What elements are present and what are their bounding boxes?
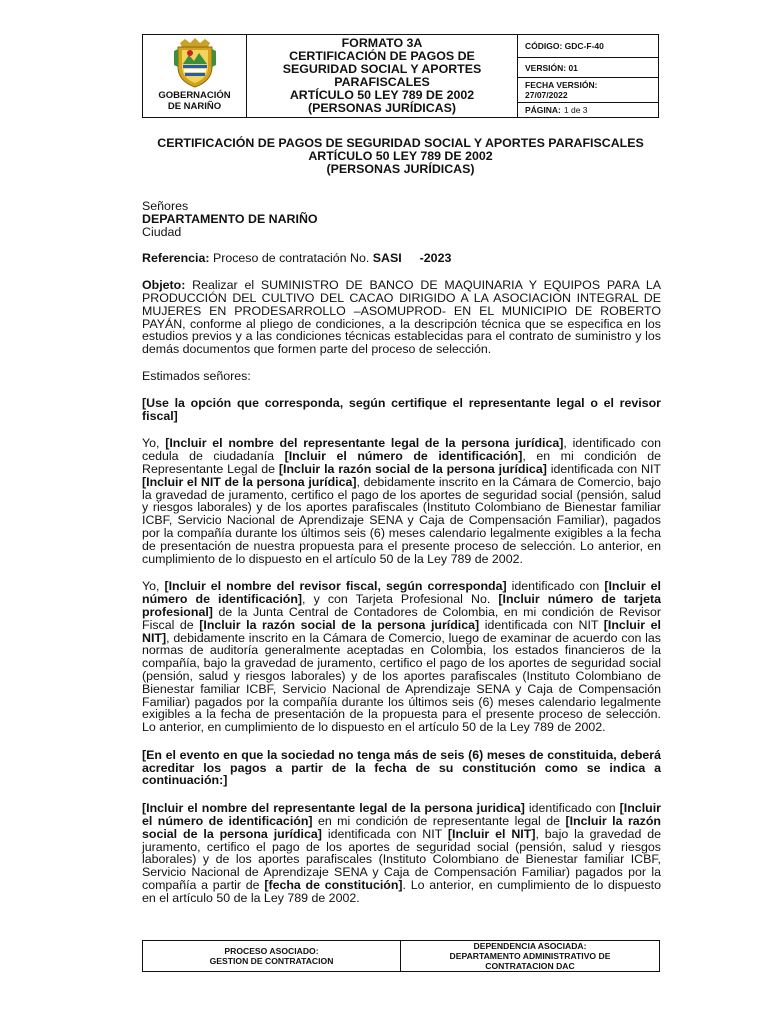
footer-label: PROCESO ASOCIADO: <box>224 946 319 956</box>
greeting: Estimados señores: <box>142 368 251 383</box>
footer-value: DEPARTAMENTO ADMINISTRATIVO DE <box>449 951 611 961</box>
fiscal-auditor-paragraph <box>142 580 661 734</box>
form-code: CÓDIGO: GDC-F-40 <box>518 35 658 58</box>
document-header <box>142 34 659 118</box>
placeholder-run: [Incluir el nombre del representante legal de la persona jurídica] <box>165 436 564 451</box>
associated-department <box>401 941 659 971</box>
logo-caption <box>158 90 230 112</box>
placeholder-run: [fecha de constitución] <box>264 878 403 893</box>
form-title-line: PARAFISCALES <box>334 75 430 89</box>
text-run: , y con Tarjeta Profesional No. <box>302 592 499 607</box>
logo-cell <box>143 35 247 117</box>
instruction-note-new-company: [En el evento en que la sociedad no tenga más de seis (6) meses de constituida, deberá acreditar los pagos a partir de la fecha de su constitución como se indica a continuación:] <box>142 747 661 788</box>
text-run: , identificado con cedula de ciudadanía <box>142 436 661 464</box>
text-run: identificado con <box>524 801 620 816</box>
document-heading <box>142 137 659 176</box>
form-title-line: SEGURIDAD SOCIAL Y APORTES <box>282 62 482 76</box>
text-run: identificada con NIT <box>479 617 604 632</box>
heading-line: CERTIFICACIÓN DE PAGOS DE SEGURIDAD SOCIAL Y APORTES PARAFISCALES <box>157 136 644 150</box>
placeholder-run: [Incluir número de tarjeta profesional] <box>142 592 661 619</box>
placeholder-run: [Incluir la razón social de la persona jurídica] <box>199 617 480 632</box>
document-footer <box>142 940 660 972</box>
form-metadata <box>518 35 658 117</box>
text-run: de la Junta Central de Contadores de Colombia, en mi condición de Revisor Fiscal de <box>142 604 661 632</box>
logo-line-1: GOBERNACIÓN <box>158 90 231 101</box>
object-paragraph <box>142 279 661 356</box>
legal-representative-paragraph <box>142 437 661 565</box>
instruction-note: [Use la opción que corresponda, según certifique el representante legal o el revisor fiscal] <box>142 395 661 423</box>
text-run: Yo, <box>142 579 165 594</box>
placeholder-run: [Incluir el NIT] <box>447 826 536 841</box>
placeholder-run: [Incluir el nombre del revisor fiscal, según corresponda] <box>164 579 507 594</box>
object-label: Objeto: <box>142 278 186 293</box>
document-body <box>142 200 661 905</box>
text-run: , bajo la gravedad de juramento, certifico el pago de los aportes de seguridad social (pensión, salud y riesgos laborales) y de los aportes parafiscales (Instituto Colombiano de Bienestar familiar ICBF, Servicio Nacional de Aprendizaje SENA y Caja de Compensación Familiar) pagados por la compañía a partir de <box>142 826 662 893</box>
text-run: identificado con <box>506 579 605 594</box>
footer-label: DEPENDENCIA ASOCIADA: <box>473 941 587 951</box>
addressee-city: Ciudad <box>142 224 182 239</box>
object-text: Realizar el SUMINISTRO DE BANCO DE MAQUINARIA Y EQUIPOS PARA LA PRODUCCIÓN DEL CULTIVO DEL CACAO DIRIGIDO A LA ASOCIACION INTEGRAL DE MUJERES EN PRODESARROLLO –ASOMUPROD- EN EL MUNICIPIO DE ROBERTO PAYÁN, conforme al pliego de condiciones, a la descripción técnica que se especifica en los estudios previos y a las condiciones técnicas establecidas para el contrato de suministro y los demás documentos que formen parte del proceso de selección. <box>142 278 661 357</box>
new-company-paragraph <box>142 802 661 904</box>
text-run: , debidamente inscrito en la Cámara de Comercio, luego de examinar de acuerdo con las normas de auditoría generalmente aceptadas en Colombia, los estados financieros de la compañía, bajo la gravedad de juramento, certifico el pago de los aportes de seguridad social (pensión, salud y riesgos laborales) y de los aportes parafiscales (Instituto Colombiano de Bienestar familiar ICBF, Servicio Nacional de Aprendizaje SENA y Caja de Compensación Familiar) pagados por la compañía durante los últimos seis (6) meses calendario legalmente exigibles a la fecha de presentación de la propuesta para el presente proceso de selección. Lo anterior, en cumplimiento de lo dispuesto en el artículo 50 de la Ley 789 de 2002. <box>142 630 661 735</box>
page-value: 1 de 3 <box>563 105 588 115</box>
text-run: identificada con NIT <box>546 461 661 476</box>
placeholder-run: [Incluir el NIT de la persona jurídica] <box>142 474 357 489</box>
text-run: . Lo anterior, en cumplimiento de lo dispuesto en el artículo 50 de la Ley 789 de 2002. <box>142 878 662 905</box>
form-page <box>518 103 658 117</box>
associated-process <box>143 941 401 971</box>
footer-value: GESTION DE CONTRATACION <box>209 956 334 966</box>
text-run: identificada con NIT <box>321 826 448 841</box>
heading-line: (PERSONAS JURÍDICAS) <box>326 162 475 176</box>
placeholder-run: [Incluir la razón social de la persona jurídica] <box>278 461 547 476</box>
page-label: PÁGINA: <box>525 105 561 115</box>
placeholder-run: [Incluir el número de identificación] <box>142 801 661 829</box>
logo-line-2: DE NARIÑO <box>167 101 222 112</box>
reference-year: -2023 <box>419 251 452 266</box>
addressee-entity: DEPARTAMENTO DE NARIÑO <box>142 211 318 226</box>
text-run: , debidamente inscrito en la Cámara de Comercio, bajo la gravedad de juramento, certifico el pago de los aportes de seguridad social (pensión, salud y riesgos laborales) y de los aportes parafiscales (Instituto Colombiano de Bienestar familiar ICBF, Servicio Nacional de Aprendizaje SENA y Caja de Compensación Familiar), pagados por la compañía durante los últimos seis (6) meses calendario legalmente exigibles a la fecha de presentación de nuestra propuesta para el presente proceso de selección. Lo anterior, en cumplimiento de lo dispuesto en el artículo 50 de la Ley 789 de 2002. <box>142 474 661 566</box>
placeholder-run: [Incluir el NIT] <box>142 617 661 645</box>
form-title-line: FORMATO 3A <box>341 36 423 50</box>
placeholder-run: [Incluir el número de identificación] <box>284 449 523 464</box>
coat-of-arms-icon <box>170 37 220 89</box>
heading-line: ARTÍCULO 50 LEY 789 DE 2002 <box>308 149 493 163</box>
form-title <box>247 35 518 117</box>
placeholder-run: [Incluir la razón social de la persona jurídica] <box>142 814 661 841</box>
version-date-label: FECHA VERSIÓN: <box>525 80 598 90</box>
version-date-value: 27/07/2022 <box>525 90 568 100</box>
placeholder-run: [Incluir el nombre del representante legal de la persona juridica] <box>142 801 525 816</box>
text-run: , en mi condición de Representante Legal de <box>142 449 661 476</box>
footer-value: CONTRATACION DAC <box>485 961 575 971</box>
form-title-line: (PERSONAS JURÍDICAS) <box>307 101 457 115</box>
reference-text: Proceso de contratación No. <box>209 251 373 266</box>
text-run: Yo, <box>142 436 166 451</box>
salutation: Señores <box>142 199 189 213</box>
text-run: en mi condición de representante legal de <box>312 814 566 829</box>
form-version-date <box>518 78 658 103</box>
form-version: VERSIÓN: 01 <box>518 58 658 78</box>
form-title-line: ARTÍCULO 50 LEY 789 DE 2002 <box>289 88 475 102</box>
reference-code: SASI <box>372 251 402 266</box>
placeholder-run: [Incluir el número de identificación] <box>142 579 661 607</box>
reference-label: Referencia: <box>142 251 210 266</box>
form-title-line: CERTIFICACIÓN DE PAGOS DE <box>289 49 475 63</box>
reference-line <box>142 252 661 265</box>
